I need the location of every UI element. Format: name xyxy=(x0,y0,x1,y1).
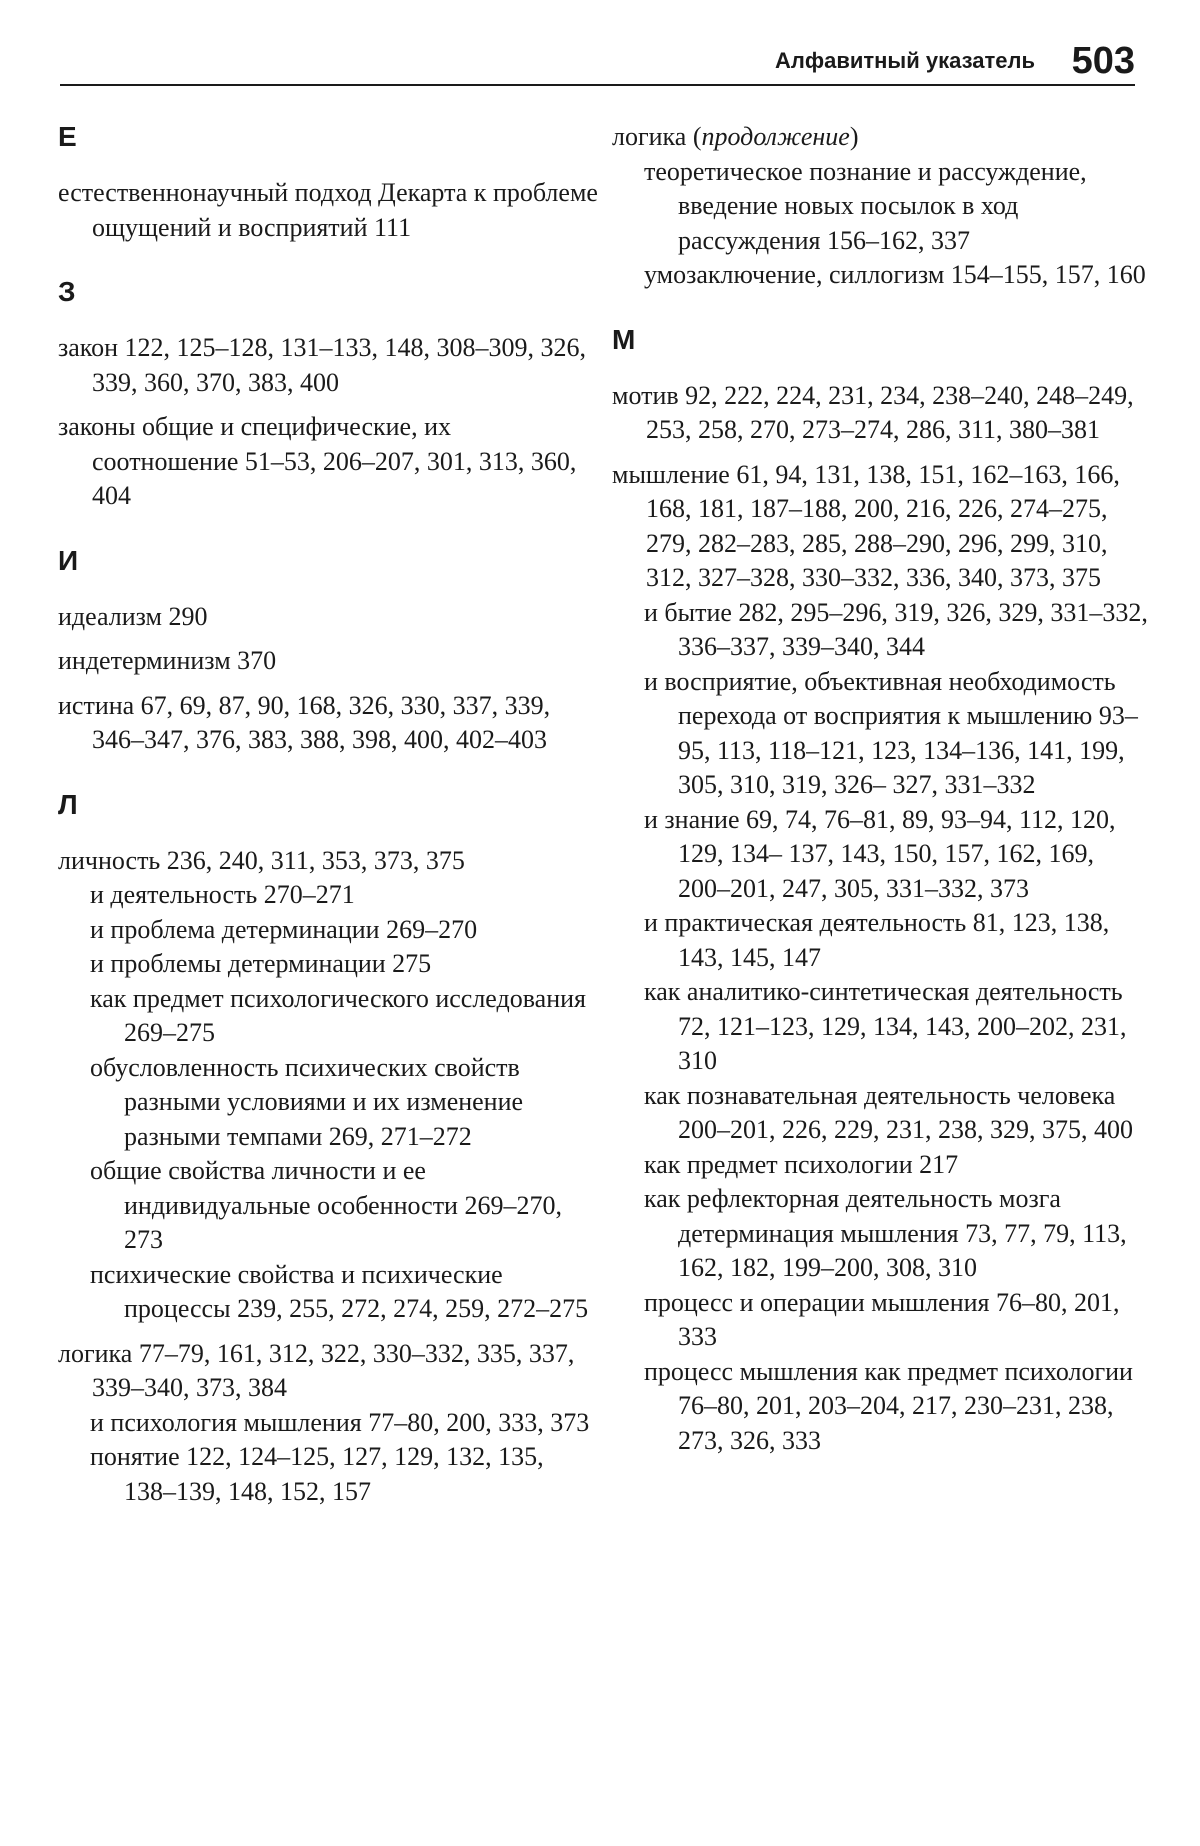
index-entry: идеализм 290 xyxy=(58,601,208,631)
section-letter-z: З xyxy=(58,276,76,307)
running-header xyxy=(60,40,1135,86)
index-subentry: психические свойства и психические процессы 239, 255, 272, 274, 259, 272–275 xyxy=(90,1259,589,1323)
section-letter-e: Е xyxy=(58,121,77,152)
index-subentry: как аналитико-синтетическая деятельность 72, 121–123, 129, 134, 143, 200–202, 231, 310 xyxy=(644,977,1127,1075)
index-subentry: и знание 69, 74, 76–81, 89, 93–94, 112, 120, 129, 134– 137, 143, 150, 157, 162, 169, 200–201, 247, 305, 331–332, 373 xyxy=(644,804,1116,903)
index-subentry: и психология мышления 77–80, 200, 333, 373 xyxy=(90,1407,590,1437)
index-column-left xyxy=(58,120,598,1509)
index-subentry: умозаключение, силлогизм 154–155, 157, 160 xyxy=(644,260,1146,289)
continued-word: логика xyxy=(612,122,687,151)
index-entry: закон 122, 125–128, 131–133, 148, 308–309, 326, 339, 360, 370, 383, 400 xyxy=(58,333,587,397)
index-entry: законы общие и специфические, их соотношение 51–53, 206–207, 301, 313, 360, 404 xyxy=(58,412,577,510)
continued-note: продолжение xyxy=(701,122,850,151)
index-subentry: обусловленность психических свойств разными условиями и их изменение разными темпами 269, 271–272 xyxy=(90,1052,524,1151)
index-entry: мышление 61, 94, 131, 138, 151, 162–163, 166, 168, 181, 187–188, 200, 216, 226, 274–275, 279, 282–283, 285, 288–290, 296, 299, 310, 312, 327–328, 330–332, 336, 340, 373, 375 xyxy=(612,459,1120,592)
index-subentry: и проблема детерминации 269–270 xyxy=(90,914,478,944)
index-column-right xyxy=(612,120,1152,1458)
index-entry: индетерминизм 370 xyxy=(58,646,277,675)
section-letter-m: М xyxy=(612,323,636,355)
header-title: Алфавитный указатель xyxy=(774,48,1035,73)
index-subentry: как познавательная деятельность человека 200–201, 226, 229, 231, 238, 329, 375, 400 xyxy=(644,1080,1133,1144)
index-subentry: как предмет психологического исследования 269–275 xyxy=(90,983,586,1047)
index-subentry: как рефлекторная деятельность мозга детерминация мышления 73, 77, 79, 113, 162, 182, 199–200, 308, 310 xyxy=(644,1184,1127,1282)
index-subentry: и проблемы детерминации 275 xyxy=(90,949,432,978)
index-subentry: понятие 122, 124–125, 127, 129, 132, 135, 138–139, 148, 152, 157 xyxy=(90,1442,544,1506)
index-entry: мотив 92, 222, 224, 231, 234, 238–240, 248–249, 253, 258, 270, 273–274, 286, 311, 380–381 xyxy=(612,380,1134,444)
index-subentry: и деятельность 270–271 xyxy=(90,880,355,909)
index-subentry: общие свойства личности и ее индивидуальные особенности 269–270, 273 xyxy=(90,1156,562,1254)
section-letter-i: И xyxy=(58,544,79,576)
index-subentry: теоретическое познание и рассуждение, введение новых посылок в ход рассуждения 156–162, 337 xyxy=(644,156,1087,255)
index-subentry: и практическая деятельность 81, 123, 138, 143, 145, 147 xyxy=(644,908,1110,972)
index-subentry: и бытие 282, 295–296, 319, 326, 329, 331–332, 336–337, 339–340, 344 xyxy=(644,597,1148,661)
index-subentry: процесс мышления как предмет психологии 76–80, 201, 203–204, 217, 230–231, 238, 273, 326, 333 xyxy=(644,1356,1133,1455)
index-entry: логика 77–79, 161, 312, 322, 330–332, 335, 337, 339–340, 373, 384 xyxy=(58,1338,575,1402)
index-subentry: как предмет психологии 217 xyxy=(644,1149,959,1179)
section-letter-l: Л xyxy=(58,788,78,820)
index-entry: естественнонаучный подход Декарта к проблеме ощущений и восприятий 111 xyxy=(58,178,598,242)
index-entry: истина 67, 69, 87, 90, 168, 326, 330, 337, 339, 346–347, 376, 383, 388, 398, 400, 402–403 xyxy=(58,690,551,754)
page-number: 503 xyxy=(1071,40,1135,82)
index-entry: личность 236, 240, 311, 353, 373, 375 xyxy=(58,845,465,875)
index-subentry: процесс и операции мышления 76–80, 201, 333 xyxy=(644,1287,1120,1351)
index-subentry: и восприятие, объективная необходимость перехода от восприятия к мышлению 93–95, 113, 118–121, 123, 134–136, 141, 199, 305, 310, 319, 326– 327, 331–332 xyxy=(644,666,1138,799)
continued-entry-heading: логика (продолжение) xyxy=(612,122,859,151)
